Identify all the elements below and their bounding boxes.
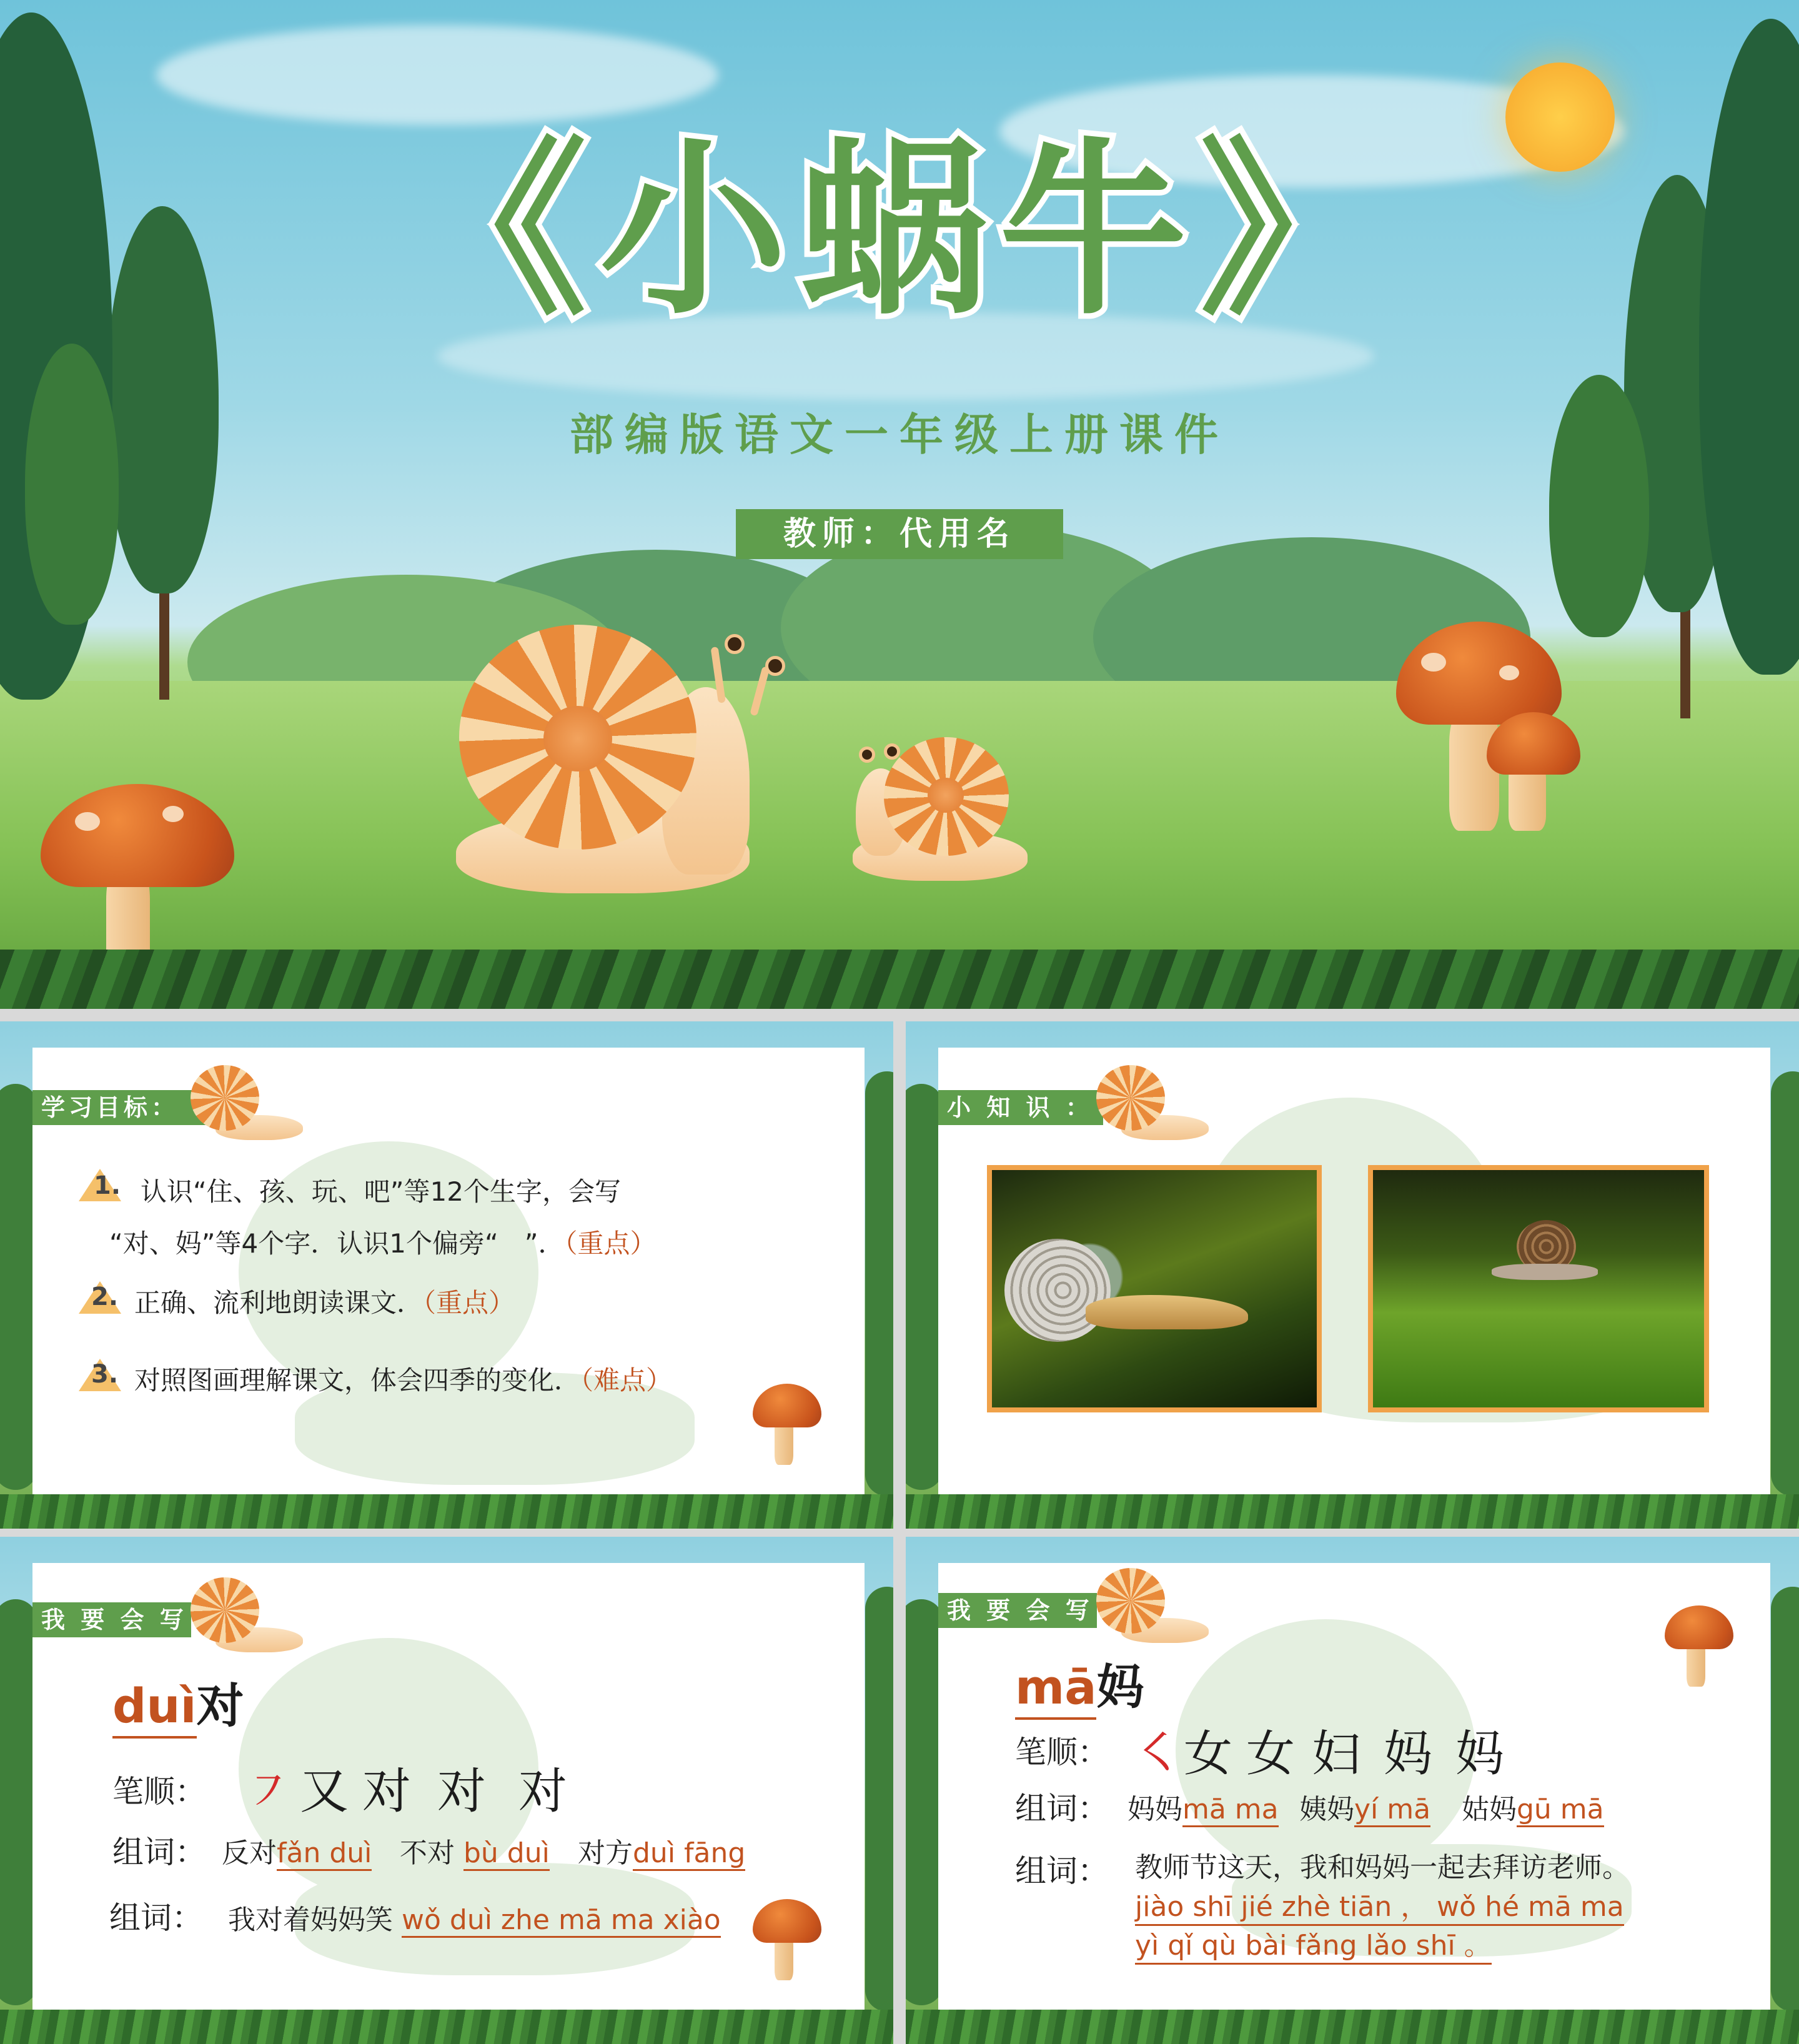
lesson-subtitle: 部编版语文一年级上册课件 xyxy=(570,409,1229,460)
mushroom-spot xyxy=(75,812,100,831)
mushroom-spot xyxy=(1421,653,1446,672)
sentence-pinyin-line-1: jiào shī jié zhè tiān ， wǒ hé mā ma xyxy=(1135,1884,1624,1926)
word-1: 反对fǎn duì xyxy=(222,1830,372,1870)
snail-eye xyxy=(859,747,875,763)
tree xyxy=(25,344,119,625)
mushroom-spot xyxy=(162,806,184,822)
item-number: 3. xyxy=(91,1360,119,1389)
stroke-step-4: 妇 xyxy=(1312,1726,1361,1782)
teacher-name-badge: 教师：代用名 xyxy=(736,509,1063,559)
item-number: 1. xyxy=(94,1171,121,1200)
tree xyxy=(1771,1071,1799,1496)
tree xyxy=(1771,1587,1799,2012)
stroke-order-label: 笔顺： xyxy=(112,1774,206,1810)
tree xyxy=(0,1084,37,1490)
stroke-step-2: 又 xyxy=(300,1764,349,1820)
photo-snail-body xyxy=(1492,1264,1598,1280)
tree xyxy=(865,1071,893,1496)
slide-write-ma xyxy=(906,1537,1799,2044)
sentence-hanzi: 教师节这天，我和妈妈一起去拜访老师。 xyxy=(1135,1852,1630,1883)
goal-item-1-line1: 认识“住、孩、玩、吧”等12个生字，会写 xyxy=(141,1176,621,1207)
stroke-step-2: 女 xyxy=(1184,1726,1233,1782)
section-label: 学习目标： xyxy=(32,1090,210,1125)
goal-item-3: 对照图画理解课文，体会四季的变化．（难点） xyxy=(134,1365,673,1396)
sentence: 我对着妈妈笑 wǒ duì zhe mā ma xiào xyxy=(228,1897,721,1937)
cover-slide xyxy=(0,0,1799,1009)
character-heading: mā妈 xyxy=(1015,1649,1144,1717)
sentence-pinyin-line-2: yì qǐ qù bài fǎng lǎo shī 。 xyxy=(1135,1923,1492,1965)
tree xyxy=(906,1084,943,1490)
character-heading: duì对 xyxy=(112,1668,244,1736)
word-2: 姨妈yí mā xyxy=(1299,1787,1430,1827)
stroke-step-5: 对 xyxy=(518,1764,568,1820)
section-label: 我 要 会 写 xyxy=(938,1593,1097,1628)
sentence-label: 组词： xyxy=(109,1900,203,1936)
slide-learning-goals xyxy=(0,1021,893,1529)
tree xyxy=(0,1599,37,2005)
mushroom-spot xyxy=(1499,665,1519,680)
section-label: 我 要 会 写 xyxy=(32,1602,191,1637)
stroke-step-3: 女 xyxy=(1246,1726,1296,1782)
tree xyxy=(906,1599,943,2005)
stroke-step-4: 对 xyxy=(437,1764,487,1820)
word-1: 妈妈mā ma xyxy=(1127,1787,1279,1827)
stroke-step-3: 对 xyxy=(362,1764,412,1820)
word-3: 姑妈gū mā xyxy=(1462,1787,1604,1827)
cloud xyxy=(156,25,718,125)
lesson-title: 《小蜗牛》 xyxy=(400,122,1399,340)
word-3: 对方duì fāng xyxy=(578,1830,745,1870)
stroke-step-5: 妈 xyxy=(1384,1726,1433,1782)
snail-shell-core xyxy=(543,706,612,771)
grass-border xyxy=(0,1494,893,1529)
sentence-label: 组词： xyxy=(1015,1853,1109,1889)
grass-border xyxy=(906,2010,1799,2044)
photo-snail-shell xyxy=(1004,1239,1111,1342)
slide-knowledge xyxy=(906,1021,1799,1529)
section-label: 小 知 识 ： xyxy=(938,1090,1103,1125)
stroke-step-6: 妈 xyxy=(1455,1726,1505,1782)
snail-eye xyxy=(884,743,900,760)
snail-eye xyxy=(725,634,745,654)
photo-snail-body xyxy=(1086,1295,1248,1329)
item-number: 2. xyxy=(91,1282,119,1311)
snail-eye xyxy=(765,656,785,676)
stroke-order-label: 笔顺： xyxy=(1015,1734,1109,1770)
word-2: 不对 bù duì xyxy=(400,1830,550,1870)
snail-photo-1 xyxy=(987,1165,1322,1412)
stroke-step-1: ㇛ xyxy=(1134,1726,1183,1782)
slide-write-dui xyxy=(0,1537,893,2044)
goal-item-2: 正确、流利地朗读课文．（重点） xyxy=(134,1287,515,1318)
grass-border xyxy=(0,2010,893,2044)
tree xyxy=(1699,19,1799,675)
goal-item-1-line2: “对、妈”等4个字．认识1个偏旁“ ”．（重点） xyxy=(109,1228,657,1259)
foreground-grass xyxy=(0,950,1799,1009)
stroke-step-1: ㇇ xyxy=(244,1764,293,1820)
snail-shell-core xyxy=(928,778,964,813)
words-label: 组词： xyxy=(112,1834,206,1870)
grass-border xyxy=(906,1494,1799,1529)
words-label: 组词： xyxy=(1015,1790,1109,1827)
snail-photo-2 xyxy=(1368,1165,1709,1412)
tree xyxy=(865,1587,893,2012)
